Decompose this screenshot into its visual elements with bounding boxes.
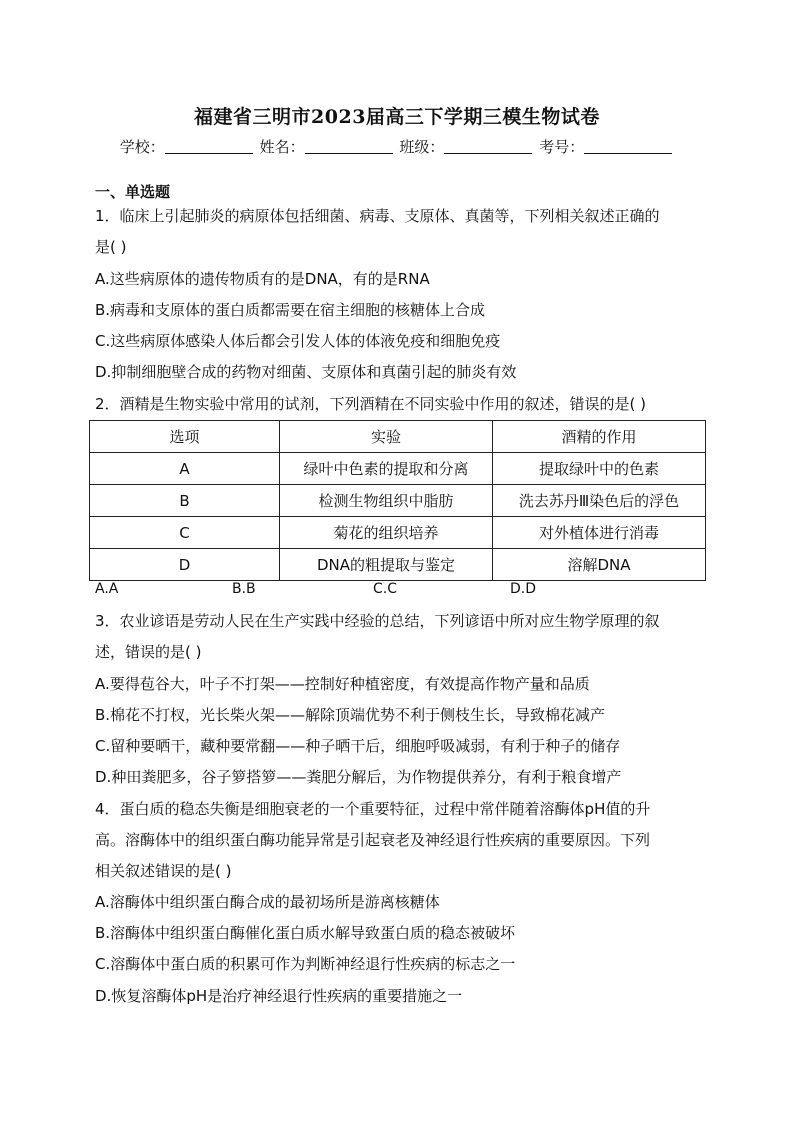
- q3-option-a[interactable]: A.要得苞谷大，叶子不打架——控制好种植密度，有效提高作物产量和品质: [95, 675, 590, 693]
- q4-option-c[interactable]: C.溶酶体中蛋白质的积累可作为判断神经退行性疾病的标志之一: [95, 955, 516, 973]
- school-label: 学校：: [119, 138, 165, 156]
- class-blank[interactable]: [444, 139, 532, 154]
- table-cell: 菊花的组织培养: [280, 517, 493, 549]
- q4-option-a[interactable]: A.溶酶体中组织蛋白酶合成的最初场所是游离核糖体: [95, 893, 440, 911]
- name-label: 姓名：: [259, 138, 305, 156]
- q3-option-b[interactable]: B.棉花不打杈，光长柴火架——解除顶端优势不利于侧枝生长，导致棉花减产: [95, 706, 606, 724]
- q3-stem-line1: 3．农业谚语是劳动人民在生产实践中经验的总结，下列谚语中所对应生物学原理的叙: [95, 612, 660, 630]
- q2-table: [89, 420, 706, 581]
- name-blank[interactable]: [305, 139, 393, 154]
- q4-stem-line3: 相关叙述错误的是( ): [95, 862, 232, 880]
- q4-option-d[interactable]: D.恢复溶酶体pH是治疗神经退行性疾病的重要措施之一: [95, 987, 463, 1005]
- table-row: [90, 485, 706, 517]
- table-cell: 检测生物组织中脂肪: [280, 485, 493, 517]
- table-cell: 洗去苏丹Ⅲ染色后的浮色: [493, 485, 706, 517]
- student-info-row: [0, 136, 794, 157]
- table-cell: 溶解DNA: [493, 549, 706, 581]
- q2-stem: 2．酒精是生物实验中常用的试剂，下列酒精在不同实验中作用的叙述，错误的是( ): [95, 395, 647, 413]
- table-header-cell: 实验: [280, 421, 493, 453]
- q4-option-b[interactable]: B.溶酶体中组织蛋白酶催化蛋白质水解导致蛋白质的稳态被破坏: [95, 924, 516, 942]
- table-row: [90, 517, 706, 549]
- table-cell: B: [90, 485, 280, 517]
- q1-option-b[interactable]: B.病毒和支原体的蛋白质都需要在宿主细胞的核糖体上合成: [95, 301, 486, 319]
- table-header-cell: 选项: [90, 421, 280, 453]
- q3-option-d[interactable]: D.种田粪肥多，谷子箩搭箩——粪肥分解后，为作物提供养分，有利于粮食增产: [95, 768, 622, 786]
- q2-option-c[interactable]: C.C: [373, 581, 398, 597]
- table-cell: A: [90, 453, 280, 485]
- table-row: [90, 453, 706, 485]
- table-cell: D: [90, 549, 280, 581]
- q4-stem-line2: 高。溶酶体中的组织蛋白酶功能异常是引起衰老及神经退行性疾病的重要原因。下列: [95, 831, 651, 849]
- q2-option-a[interactable]: A.A: [95, 581, 119, 597]
- number-blank[interactable]: [584, 139, 672, 154]
- table-cell: 提取绿叶中的色素: [493, 453, 706, 485]
- table-header-row: [90, 421, 706, 453]
- number-label: 考号：: [539, 138, 585, 156]
- table-row: [90, 549, 706, 581]
- table-cell: 绿叶中色素的提取和分离: [280, 453, 493, 485]
- q1-stem-line1: 1．临床上引起肺炎的病原体包括细菌、病毒、支原体、真菌等，下列相关叙述正确的: [95, 207, 660, 225]
- school-blank[interactable]: [165, 139, 253, 154]
- q1-option-d[interactable]: D.抑制细胞壁合成的药物对细菌、支原体和真菌引起的肺炎有效: [95, 363, 517, 381]
- table-cell: 对外植体进行消毒: [493, 517, 706, 549]
- table-header-cell: 酒精的作用: [493, 421, 706, 453]
- q3-option-c[interactable]: C.留种要晒干，藏种要常翻——种子晒干后，细胞呼吸减弱，有利于种子的储存: [95, 737, 621, 755]
- exam-title: 福建省三明市2023届高三下学期三模生物试卷: [194, 106, 600, 128]
- q1-option-a[interactable]: A.这些病原体的遗传物质有的是DNA，有的是RNA: [95, 270, 430, 288]
- q1-option-c[interactable]: C.这些病原体感染人体后都会引发人体的体液免疫和细胞免疫: [95, 332, 501, 350]
- table-cell: C: [90, 517, 280, 549]
- q4-stem-line1: 4．蛋白质的稳态失衡是细胞衰老的一个重要特征，过程中常伴随着溶酶体pH值的升: [95, 800, 651, 818]
- q2-option-d[interactable]: D.D: [510, 581, 537, 597]
- q3-stem-line2: 述，错误的是( ): [95, 643, 202, 661]
- q2-option-b[interactable]: B.B: [232, 581, 256, 597]
- table-cell: DNA的粗提取与鉴定: [280, 549, 493, 581]
- section-heading: 一、单选题: [95, 183, 171, 201]
- q1-stem-line2: 是( ): [95, 238, 127, 256]
- class-label: 班级：: [399, 138, 445, 156]
